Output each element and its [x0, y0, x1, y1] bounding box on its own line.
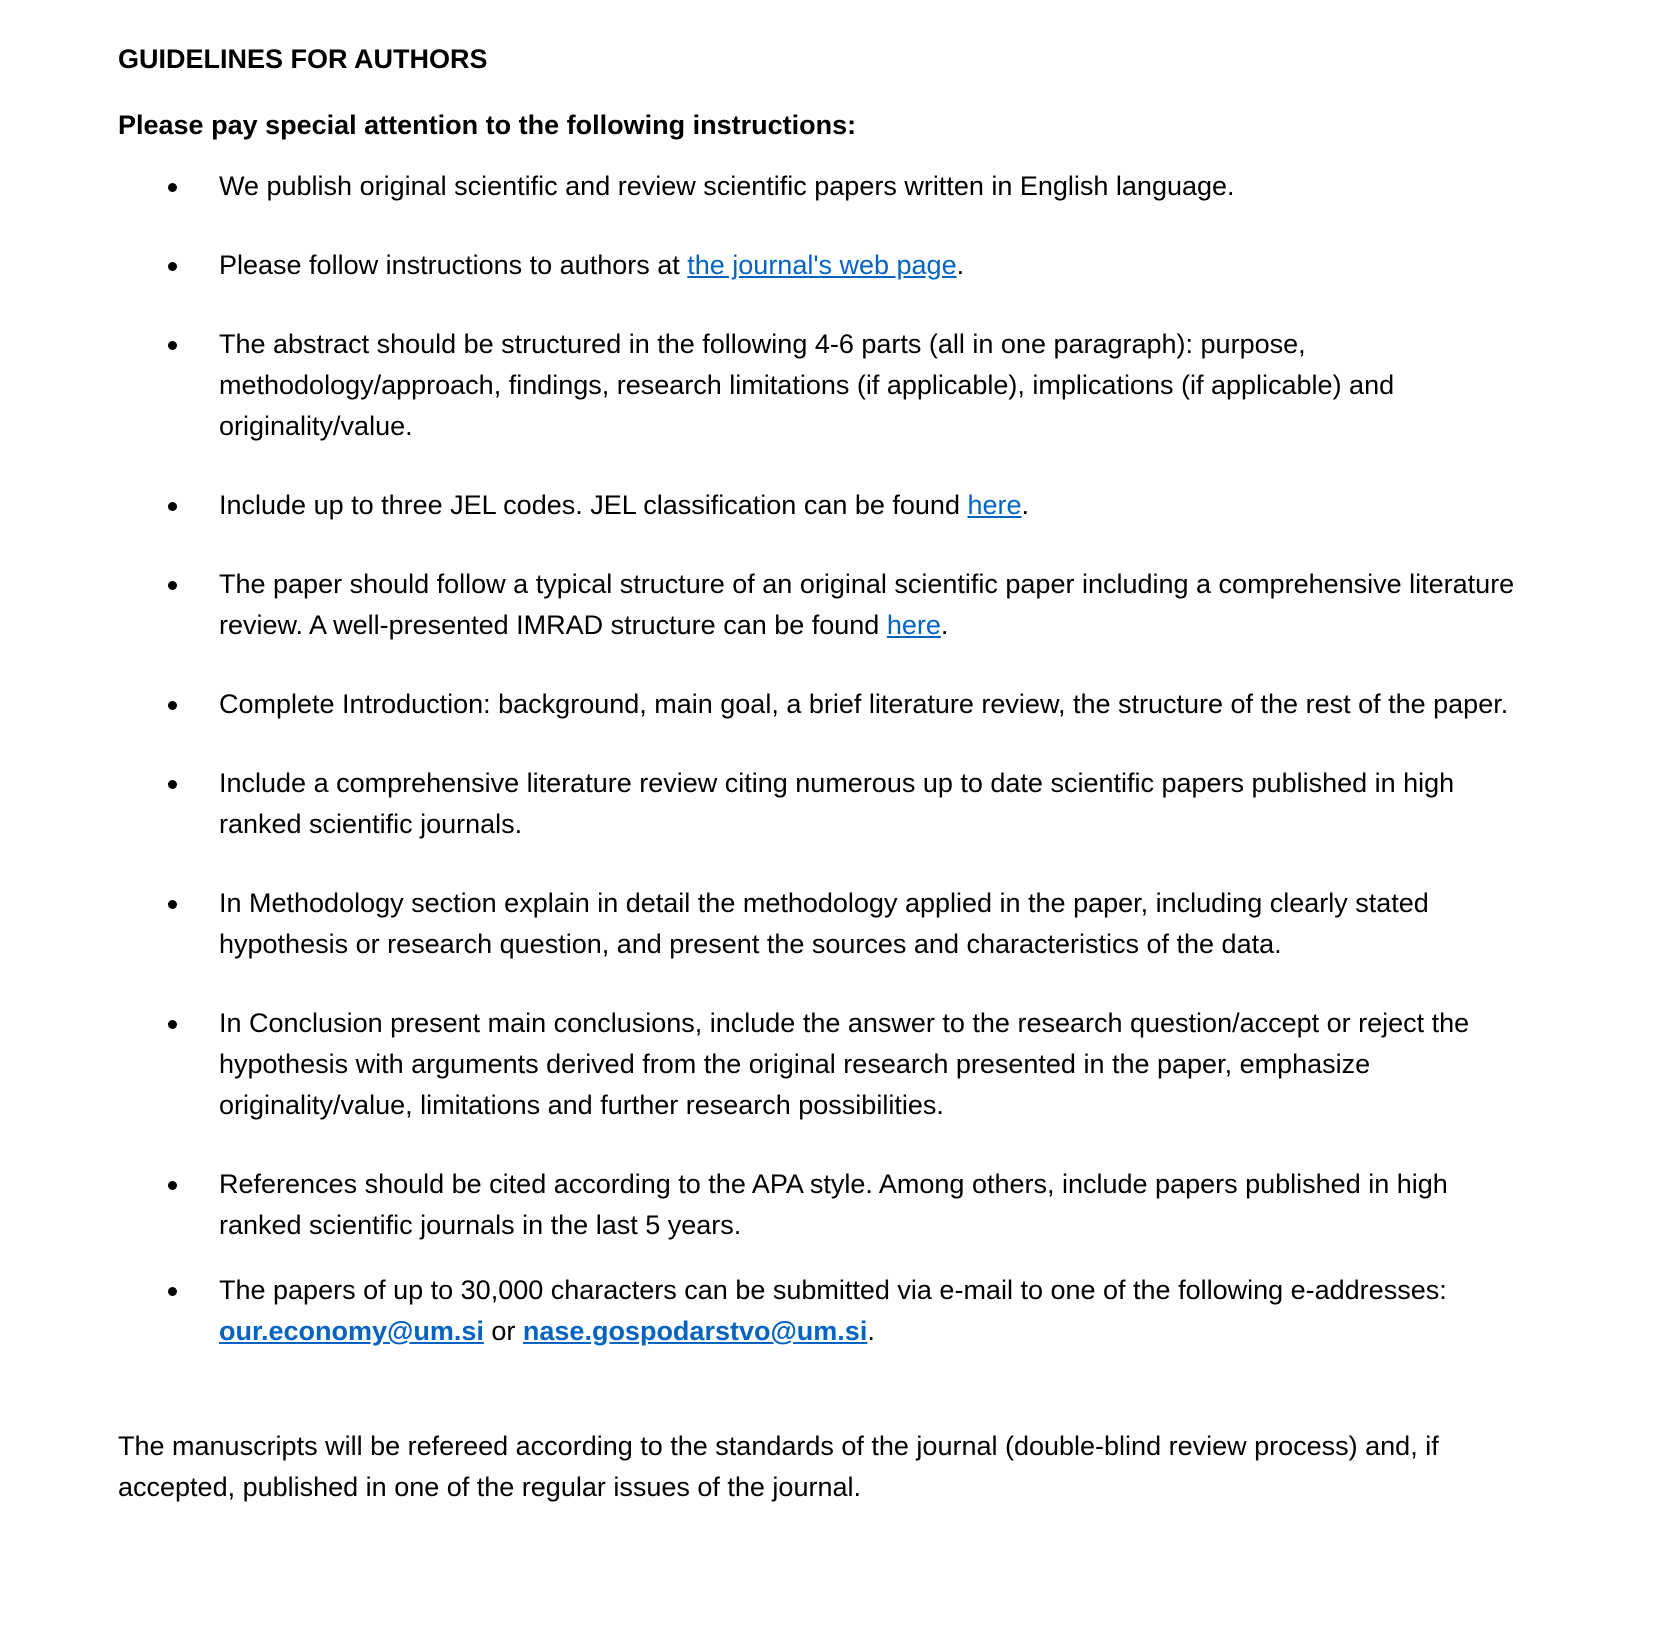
bullet-icon: [168, 262, 177, 271]
list-item: [118, 1270, 1518, 1352]
bullet-icon: [168, 502, 177, 511]
bullet-icon: [168, 1020, 177, 1029]
item-text-connector: or: [483, 1316, 523, 1346]
bullet-icon: [168, 341, 177, 350]
item-text: Please follow instructions to authors at: [219, 250, 688, 280]
item-text: Complete Introduction: background, main goal, a brief literature review, the structure of the rest of the paper.: [219, 689, 1509, 719]
list-item: [118, 1164, 1518, 1246]
list-item: [118, 166, 1518, 207]
bullet-icon: [168, 1287, 177, 1296]
item-text: We publish original scientific and review scientific papers written in English language.: [219, 171, 1235, 201]
list-item: [118, 883, 1518, 965]
list-item: [118, 324, 1518, 447]
item-text: References should be cited according to the APA style. Among others, include papers published in high ranked scientific journals in the last 5 years.: [219, 1169, 1448, 1240]
jel-classification-link[interactable]: here: [967, 490, 1022, 520]
document-title: GUIDELINES FOR AUTHORS: [118, 44, 488, 74]
item-text: Include up to three JEL codes. JEL classification can be found: [219, 490, 968, 520]
item-text-suffix: .: [1021, 490, 1030, 520]
imrad-structure-link[interactable]: here: [886, 610, 941, 640]
list-item: [118, 564, 1518, 646]
document-subtitle: Please pay special attention to the following instructions:: [118, 110, 857, 140]
list-item: [118, 245, 1518, 286]
guidelines-list: [118, 166, 1518, 1352]
journal-web-page-link[interactable]: the journal's web page: [687, 250, 957, 280]
item-text: In Conclusion present main conclusions, include the answer to the research question/accept or reject the hypothesis with arguments derived from the original research presented in the paper, emphasize originality/value, limitations and further research possibilities.: [219, 1008, 1470, 1120]
item-text: The paper should follow a typical structure of an original scientific paper including a comprehensive literature review. A well-presented IMRAD structure can be found: [219, 569, 1515, 640]
bullet-icon: [168, 780, 177, 789]
list-item: [118, 1003, 1518, 1126]
item-text: Include a comprehensive literature review citing numerous up to date scientific papers published in high ranked scientific journals.: [219, 768, 1455, 839]
item-text: The papers of up to 30,000 characters can be submitted via e-mail to one of the following e-addresses:: [219, 1275, 1447, 1305]
nase-gospodarstvo-email-link[interactable]: nase.gospodarstvo@um.si: [522, 1316, 868, 1346]
closing-paragraph: The manuscripts will be refereed according to the standards of the journal (double-blind review process) and, if accepted, published in one of the regular issues of the journal.: [118, 1431, 1439, 1502]
bullet-icon: [168, 900, 177, 909]
item-text-suffix: .: [956, 250, 965, 280]
bullet-icon: [168, 1181, 177, 1190]
item-text-suffix: .: [867, 1316, 875, 1346]
list-item: [118, 485, 1518, 526]
list-item: [118, 684, 1518, 725]
our-economy-email-link[interactable]: our.economy@um.si: [219, 1316, 484, 1346]
bullet-icon: [168, 701, 177, 710]
list-item: [118, 763, 1518, 845]
item-text-suffix: .: [940, 610, 949, 640]
document-page: [118, 40, 1518, 1508]
bullet-icon: [168, 581, 177, 590]
item-text: In Methodology section explain in detail the methodology applied in the paper, including clearly stated hypothesis or research question, and present the sources and characteristics of the data.: [219, 888, 1429, 959]
bullet-icon: [168, 183, 177, 192]
item-text: The abstract should be structured in the following 4-6 parts (all in one paragraph): purpose, methodology/approach, findings, research limitations (if applicable), implications (if applicable) and originality/value.: [219, 329, 1395, 441]
